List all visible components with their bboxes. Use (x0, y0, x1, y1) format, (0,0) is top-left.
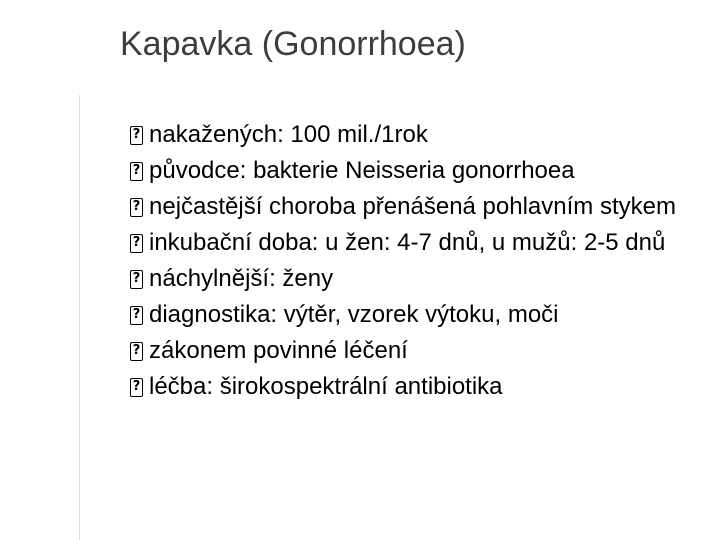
left-divider-line (79, 95, 80, 540)
bullet-text: nakažených: 100 mil./1rok (149, 121, 428, 148)
slide-title: Kapavka (Gonorrhoea) (120, 25, 466, 63)
unknown-glyph-box-icon (130, 270, 143, 289)
bullet-text: původce: bakterie Neisseria gonorrhoea (149, 157, 575, 184)
unknown-glyph-box-icon (130, 342, 143, 361)
bullet-item (128, 225, 708, 261)
bullet-list (128, 117, 708, 405)
unknown-glyph-box-icon (130, 162, 143, 181)
bullet-text: nejčastější choroba přenášená pohlavním stykem (149, 193, 676, 220)
bullet-text: inkubační doba: u žen: 4-7 dnů, u mužů: 2-5 dnů (149, 229, 666, 256)
unknown-glyph-box-icon (130, 198, 143, 217)
bullet-item (128, 153, 708, 189)
bullet-text: léčba: širokospektrální antibiotika (149, 373, 503, 400)
bullet-item (128, 261, 708, 297)
bullet-item (128, 297, 708, 333)
bullet-item (128, 333, 708, 369)
bullet-text: náchylnější: ženy (149, 265, 334, 292)
bullet-text: zákonem povinné léčení (149, 337, 408, 364)
bullet-item (128, 369, 708, 405)
unknown-glyph-box-icon (130, 378, 143, 397)
unknown-glyph-box-icon (130, 234, 143, 253)
bullet-item (128, 117, 708, 153)
unknown-glyph-box-icon (130, 306, 143, 325)
bullet-text: diagnostika: výtěr, vzorek výtoku, moči (149, 301, 559, 328)
bullet-item (128, 189, 708, 225)
unknown-glyph-box-icon (130, 126, 143, 145)
